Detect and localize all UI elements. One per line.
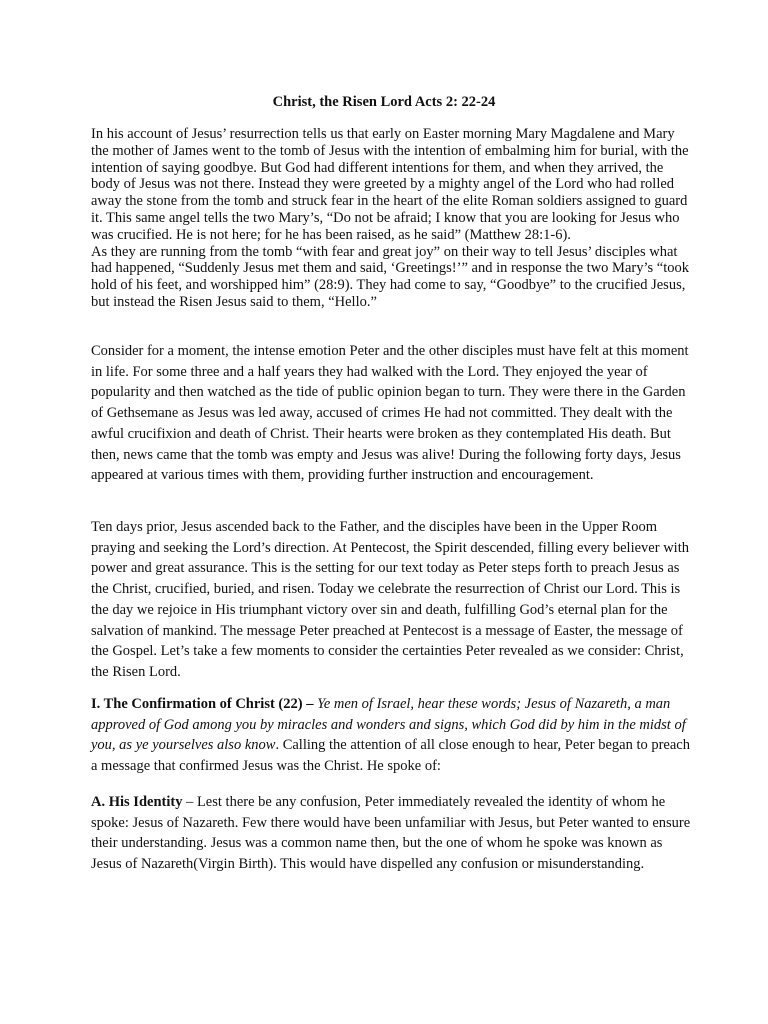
section-confirmation-heading: I. The Confirmation of Christ (22) – (91, 696, 318, 712)
paragraph-consider: Consider for a moment, the intense emotion Peter and the other disciples must have felt at this moment in life. For some three and a half years they had walked with the Lord. They enjoyed the year of popularity and then watched as the tide of public opinion began to turn. They were there in the Garden of Gethsemane as Jesus was led away, accused of crimes He had not committed. They dealt with the awful crucifixion and death of Christ. Their hearts were broken as they contemplated His death. But then, news came that the tomb was empty and Jesus was alive! During the following forty days, Jesus appeared at various times with them, providing further instruction and encouragement. (91, 343, 689, 484)
document-title: Christ, the Risen Lord Acts 2: 22-24 (272, 94, 496, 110)
section-identity (91, 792, 691, 875)
section-confirmation-body: . Calling the attention of all close enough to hear, Peter began to preach a message that confirmed Jesus was the Christ. He spoke of: (91, 737, 690, 775)
paragraph-resurrection-account: In his account of Jesus’ resurrection tells us that early on Easter morning Mary Magdalene and Mary the mother of James went to the tomb of Jesus with the intention of embalming him for burial, with the intention of saying goodbye. But God had different intentions for them, and when they arrived, the body of Jesus was not there. Instead they were greeted by a mighty angel of the Lord who had rolled away the stone from the tomb and struck fear in the heart of the elite Roman soldiers assigned to guard it. This same angel tells the two Mary’s, “Do not be afraid; I know that you are looking for Jesus who was crucified. He is not here; for he has been raised, as he said” (Matthew 28:1-6). (91, 126, 689, 243)
section-confirmation-paragraph (91, 694, 691, 777)
paragraph-consider-block (91, 341, 691, 486)
paragraph-ten-days-block (91, 517, 691, 683)
section-confirmation-scripture: Ye men of Israel, hear these words; Jesus of Nazareth, a man approved of God among you by miracles and wonders and signs, which God did by him in the midst of you, as ye yourselves also know (91, 696, 686, 754)
opening-paragraphs (91, 126, 691, 311)
section-identity-paragraph (91, 792, 691, 875)
paragraph-running-from-tomb: As they are running from the tomb “with fear and great joy” on their way to tell Jesus’ disciples what had happened, “Suddenly Jesus met them and said, ‘Greetings!’” and in response the two Mary’s “took hold of his feet, and worshipped him” (28:9). They had come to say, “Goodbye” to the crucified Jesus, but instead the Risen Jesus said to them, “Hello.” (91, 243, 689, 310)
section-identity-body: – Lest there be any confusion, Peter immediately revealed the identity of whom he spoke: Jesus of Nazareth. Few there would have been unfamiliar with Jesus, but Peter wanted to ensure their understanding. Jesus was a common name then, but the one of whom he spoke was known as Jesus of Nazareth(Virgin Birth). This would have dispelled any confusion or misunderstanding. (91, 794, 691, 873)
section-confirmation (91, 694, 691, 777)
section-identity-heading: A. His Identity (91, 794, 183, 810)
paragraph-ten-days: Ten days prior, Jesus ascended back to the Father, and the disciples have been in the Upper Room praying and seeking the Lord’s direction. At Pentecost, the Spirit descended, filling every believer with power and great assurance. This is the setting for our text today as Peter steps forth to preach Jesus as the Christ, crucified, buried, and risen. Today we celebrate the resurrection of Christ our Lord. This is the day we rejoice in His triumphant victory over sin and death, fulfilling God’s eternal plan for the salvation of mankind. The message Peter preached at Pentecost is a message of Easter, the message of the Gospel. Let’s take a few moments to consider the certainties Peter revealed as we consider: Christ, the Risen Lord. (91, 519, 689, 680)
